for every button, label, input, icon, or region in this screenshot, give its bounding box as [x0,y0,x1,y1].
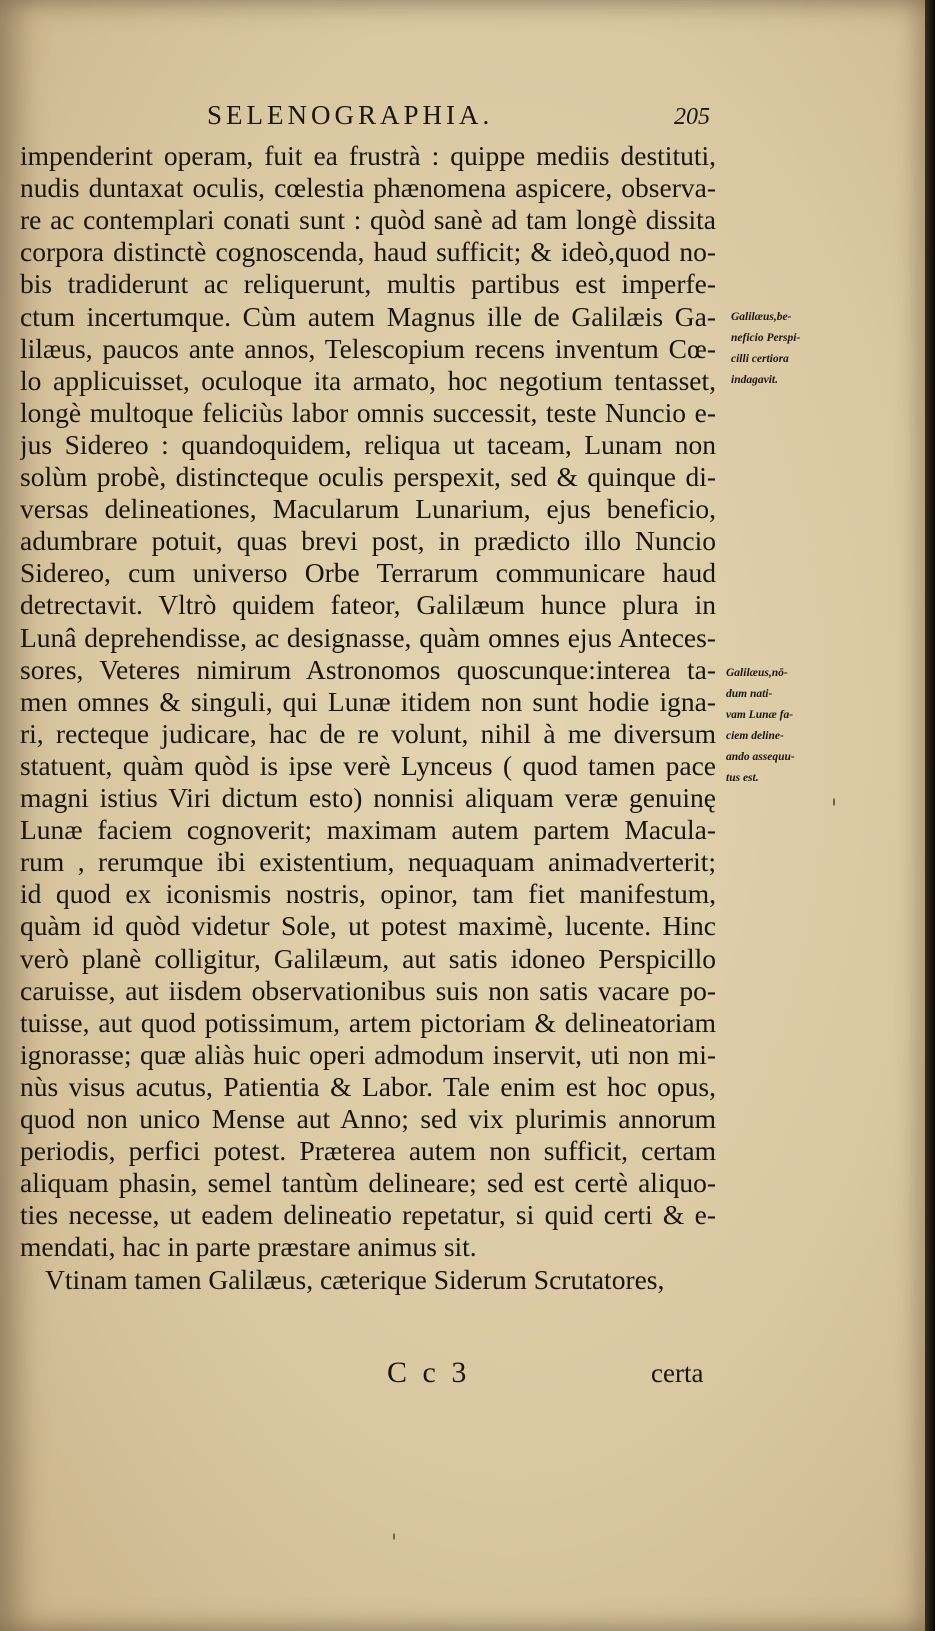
text-line: adumbrare potuit, quas brevi post, in prædicto illo Nuncio [20,525,716,557]
text-line: Lunâ deprehendisse, ac designasse, quàm omnes ejus Anteces- [20,621,716,653]
marginal-note-line: vam Lunæ fa- [726,709,794,721]
text-line: statuent, quàm quòd is ipse verè Lynceus ( quod tamen pace [20,749,716,781]
signature-mark: C c 3 [387,1356,471,1389]
text-line: sores, Veteres nimirum Astronomos quoscunque:interea ta- [20,653,716,685]
text-line: men omnes & singuli, qui Lunæ itidem non sunt hodie igna- [20,685,716,717]
text-line: lilæus, paucos ante annos, Telescopium recens inventum Cœ- [20,332,716,364]
text-line: versas delineationes, Macularum Lunarium, ejus beneficio, [20,493,716,525]
marginal-note-line: Galilæus,nō- [726,667,788,679]
paper-speck [833,798,835,806]
page-edge-shadow [925,0,935,1631]
paper-speck [393,1533,395,1540]
text-line: periodis, perfici potest. Præterea autem non sufficit, certam [20,1135,716,1167]
text-line: caruisse, aut iisdem observationibus suis non satis vacare po- [20,974,716,1006]
marginal-note-line: neficio Perspi- [731,332,801,344]
text-line: ties necesse, ut eadem delineatio repetatur, si quid certi & e- [20,1199,716,1231]
marginal-note-line: Galilæus,be- [731,311,792,323]
text-line: quàm id quòd videtur Sole, ut potest maximè, lucente. Hinc [20,910,716,942]
text-line: nùs visus acutus, Patientia & Labor. Tale enim est hoc opus, [20,1070,716,1102]
text-line: longè multoque feliciùs labor omnis successit, teste Nuncio e- [20,396,716,428]
marginal-note-line: ciem deline- [726,730,784,742]
marginal-note-line: indagavit. [731,374,778,386]
text-line: Lunæ faciem cognoverit; maximam autem partem Macula- [20,814,716,846]
text-line: tuisse, aut quod potissimum, artem pictoriam & delineatoriam [20,1006,716,1038]
text-line: rum , rerumque ibi existentium, nequaquam animadverterit; [20,846,716,878]
catchword: certa [651,1358,704,1388]
text-line: ri, recteque judicare, hac de re volunt, nihil à me diversum [20,717,716,749]
text-line: magni istius Viri dictum esto) nonnisi aliquam veræ genuinę [20,782,716,813]
marginal-note [731,307,800,391]
text-line: ctum incertumque. Cùm autem Magnus ille de Galilæis Ga- [20,300,716,332]
text-line: Sidereo, cum universo Orbe Terrarum communicare haud [20,557,716,589]
text-line: aliquam phasin, semel tantùm delineare; sed est certè aliquo- [20,1167,716,1199]
text-line: mendati, hac in parte præstare animus sit. [20,1231,477,1263]
text-line: nudis duntaxat oculis, cœlestia phænomena aspicere, observa- [20,172,716,204]
text-line: quod non unico Mense aut Anno; sed vix plurimis annorum [20,1103,716,1134]
text-line: id quod ex iconismis nostris, opinor, tam fiet manifestum, [20,878,716,910]
marginal-note [726,663,795,789]
page-number: 205 [674,104,710,130]
text-line: ignorasse; quæ aliàs huic operi admodum inservit, uti non mi- [20,1038,716,1070]
marginal-note-line: ando assequu- [726,751,795,763]
text-line: Vtinam tamen Galilæus, cæterique Siderum Scrutatores, [45,1263,665,1295]
text-line: detrectavit. Vltrò quidem fateor, Galilæum hunce plura in [20,589,716,621]
text-line: solùm probè, distincteque oculis perspexit, sed & quinque di- [20,461,716,492]
running-title: SELENOGRAPHIA. [207,100,494,130]
text-line: impenderint operam, fuit ea frustrà : quippe mediis destituti, [20,140,716,171]
marginal-note-line: dum nati- [726,688,773,700]
text-line: bis tradiderunt ac reliquerunt, multis partibus est imperfe- [20,268,716,300]
marginal-note-line: tus est. [726,772,759,784]
text-line: lo applicuisset, oculoque ita armato, hoc negotium tentasset, [20,364,716,396]
marginal-note-line: cilli certiora [731,353,789,365]
text-line: re ac contemplari conati sunt : quòd sanè ad tam longè dissita [20,204,716,236]
text-line: jus Sidereo : quandoquidem, reliqua ut taceam, Lunam non [20,428,716,460]
text-line: verò planè colligitur, Galilæum, aut satis idoneo Perspicillo [20,942,716,974]
text-line: corpora distinctè cognoscenda, haud sufficit; & ideò,quod no- [20,236,716,268]
